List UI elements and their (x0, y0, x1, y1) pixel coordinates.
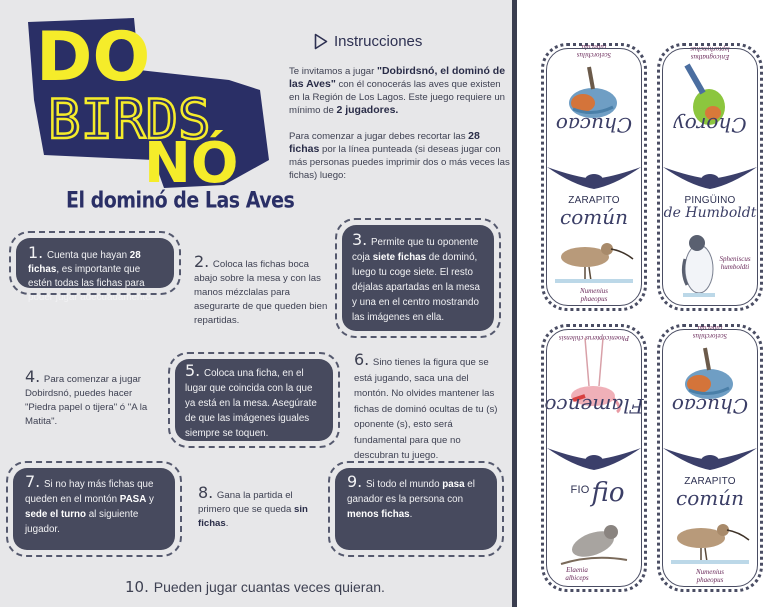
wing-divider-icon (545, 163, 643, 191)
step-text: Permite que tu oponente coja (352, 237, 479, 263)
tile-bird-name: Flamenco (544, 394, 644, 418)
tile-half-top (541, 43, 647, 177)
step-text: Gana la partida el primero que se queda (198, 490, 294, 515)
svg-text:BIRDS: BIRDS (48, 88, 211, 151)
domino-tile-2 (657, 43, 763, 311)
svg-text:DO: DO (36, 18, 151, 97)
step-number: 8. (198, 483, 214, 502)
tile-bird-name-small: ZARAPITO (568, 195, 620, 206)
tile-scientific-name: Scelorchilus rubecula (576, 43, 612, 59)
step-text: de dominó, luego tu coge siete. El resto déjalas apartadas en la mesa y una en el centro mostrando las imágenes en ella. (352, 252, 480, 323)
step-number: 10. (125, 578, 149, 596)
tile-half-bottom (541, 177, 647, 311)
step-text: al siguiente jugador. (25, 509, 139, 535)
step-bold: pasa (442, 479, 465, 490)
wing-divider-icon (545, 444, 643, 472)
instructions-title: Instrucciones (334, 33, 423, 50)
tile-scientific-name: Enicognathus leptorhynchus (690, 45, 730, 61)
dobirdsno-logo (14, 10, 274, 200)
tile-bird-name-small: FIO (570, 484, 590, 496)
step-text: Coloca una ficha, en el lugar que coincida con la que ya está en la mesa. Asegúrate de que las imágenes iguales siempre se toquen. (185, 368, 317, 439)
tile-scientific-name: Scelorchilus rubecula (692, 324, 728, 340)
step-7 (13, 468, 175, 550)
step-number: 7. (25, 472, 41, 491)
domino-tiles-page (517, 0, 768, 607)
intro-1-pre: Te invitamos a jugar (289, 66, 377, 77)
step-number: 3. (352, 230, 368, 249)
tile-bird-name: Choroy (673, 113, 747, 137)
svg-text:NÓ: NÓ (144, 131, 239, 196)
tile-half-top (541, 324, 647, 458)
tile-bird-name-script: común (560, 205, 628, 229)
wing-divider-icon (661, 163, 759, 191)
tile-scientific-name: Numenius phaeopus (580, 287, 608, 303)
chucao-bird-illustration (679, 344, 739, 406)
intro-1-game-name: "Dobirdsnó, el dominó de las Aves" (289, 65, 506, 90)
step-number: 9. (347, 472, 363, 491)
choroy-bird-illustration (679, 61, 733, 127)
intro-2-pre: Para comenzar a jugar debes recortar las (289, 131, 469, 142)
step-bold: PASA (119, 494, 147, 505)
tile-bird-name-small: ZARAPITO (684, 476, 736, 487)
step-text: Si no hay más fichas que queden en el montón (25, 479, 154, 505)
step-bold: siete fichas (372, 252, 427, 263)
flamenco-bird-illustration (559, 334, 629, 414)
step-number: 1. (28, 243, 44, 262)
intro-2-post: por la línea punteada (si deseas jugar con más personas puedes imprimir dos o más veces las fichas) luego: (289, 144, 510, 181)
step-number: 5. (185, 361, 201, 380)
logo-graphic (14, 10, 274, 200)
step-8 (198, 483, 308, 531)
step-4 (25, 367, 163, 429)
tile-scientific-name: Elaenia albiceps (565, 566, 589, 582)
step-6 (354, 352, 502, 464)
step-text: Coloca las fichas boca abajo sobre la mesa y con las manos mézclalas para asegurarte de que queden bien repartidas. (194, 259, 328, 326)
instructions-header (314, 33, 422, 50)
fiofio-bird-illustration (557, 520, 629, 568)
tile-half-top (657, 324, 763, 458)
step-1 (16, 238, 174, 303)
tile-bird-name-small: PINGÜINO (684, 195, 736, 206)
intro-text (289, 65, 511, 195)
step-text: , es importante que estén todas las fichas para poder jugar adecuadamente. (28, 264, 154, 303)
tile-half-bottom (657, 458, 763, 592)
step-text: . (409, 509, 413, 520)
tile-half-bottom (541, 458, 647, 592)
step-text: y (146, 494, 154, 505)
step-bold: menos fichas (347, 509, 410, 520)
zarapito-bird-illustration (667, 516, 753, 566)
intro-paragraph-1 (289, 65, 511, 117)
step-text: Pueden jugar cuantas veces quieran. (149, 579, 385, 595)
tile-bird-name-script: de Humboldt (663, 205, 757, 221)
penguin-bird-illustration (679, 229, 719, 299)
tile-bird-name: Chucao (555, 113, 633, 137)
intro-paragraph-2 (289, 130, 511, 182)
tile-bird-name: Chucao (671, 394, 749, 418)
tile-scientific-name: Phoenicopterus chilensis (558, 334, 630, 342)
logo-subtitle: El dominó de Las Aves (66, 188, 295, 214)
step-2 (194, 252, 330, 328)
step-number: 4. (25, 367, 41, 386)
step-text: Cuenta que hayan (44, 250, 130, 261)
step-bold: sin fichas (198, 504, 308, 529)
step-bold: sede el turno (25, 509, 86, 520)
tile-half-bottom (657, 177, 763, 311)
step-5 (175, 359, 333, 441)
tile-scientific-name: Numenius phaeopus (696, 568, 724, 584)
step-bold: 28 fichas (28, 250, 141, 275)
step-text: Sino tienes la figura que se está jugando, saca una del montón. No olvides mantener las fichas de dominó ocultas de tu (s) oponente (s), esto será fundamental para que no descubran tu juego. (354, 357, 498, 461)
zarapito-bird-illustration (551, 235, 637, 285)
domino-tile-4 (657, 324, 763, 592)
wing-divider-icon (661, 444, 759, 472)
step-number: 6. (354, 350, 370, 369)
step-text: . (225, 518, 229, 529)
step-text: Para comenzar a jugar Dobirdsnó, puedes hacer "Piedra papel o tijera" ó "A la Matita". (25, 374, 148, 427)
intro-1-mid: con él conocerás las aves que existen en la Región de Los Lagos. Este juego requiere un mínimo de (289, 79, 506, 116)
domino-tile-3 (541, 324, 647, 592)
step-text: el ganador es la persona con (347, 479, 475, 505)
tile-half-top (657, 43, 763, 177)
step-text: Si todo el mundo (363, 479, 443, 490)
step-10 (125, 578, 425, 596)
chucao-bird-illustration (563, 63, 623, 125)
tile-scientific-name: Spheniscus humboldti (719, 255, 751, 271)
step-3 (342, 225, 494, 331)
intro-2-tiles: 28 fichas (289, 130, 480, 155)
tile-bird-name-script: fio (591, 478, 625, 508)
intro-1-players: 2 jugadores. (336, 104, 399, 116)
domino-tile-1 (541, 43, 647, 311)
play-triangle-icon (314, 33, 328, 50)
tile-bird-name-script: común (676, 486, 744, 510)
step-number: 2. (194, 252, 210, 271)
step-9 (335, 468, 497, 550)
